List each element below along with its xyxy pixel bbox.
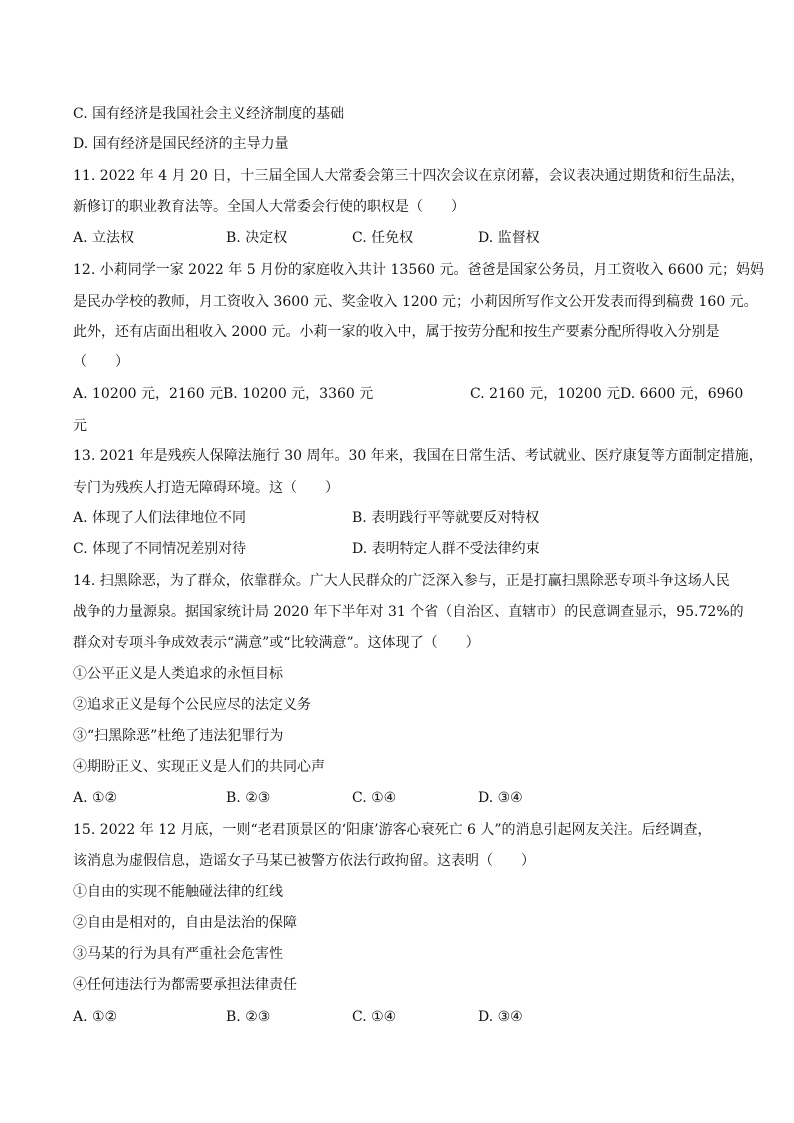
q15-option-d: D. ③④ <box>478 1009 523 1025</box>
q15-statement-2: ②自由是相对的，自由是法治的保障 <box>73 915 297 931</box>
q12-option-a: A. 10200 元，2160 元 <box>73 386 224 402</box>
q14-option-c: C. ①④ <box>352 790 397 806</box>
q12-option-d: D. 6600 元，6960 <box>620 386 744 402</box>
q14-statement-3: ③“扫黑除恶”杜绝了违法犯罪行为 <box>73 728 284 744</box>
q14-stem-line3: 群众对专项斗争成效表示“满意”或“比较满意”。这体现了（ ） <box>73 635 480 651</box>
q12-option-c: C. 2160 元，10200 元 <box>470 386 621 402</box>
q11-option-b: B. 决定权 <box>226 230 288 246</box>
q14-option-b: B. ②③ <box>226 790 271 806</box>
q12-stem-line4: （ ） <box>73 354 129 370</box>
q13-option-a: A. 体现了人们法律地位不同 <box>73 510 247 526</box>
q13-option-c: C. 体现了不同情况差别对待 <box>73 541 247 557</box>
q10-option-d: D. 国有经济是国民经济的主导力量 <box>73 136 289 152</box>
q14-stem-line2: 战争的力量源泉。据国家统计局 2020 年下半年对 31 个省（自治区、直辖市）的民意调查显示，95.72%的 <box>73 604 744 620</box>
q11-option-c: C. 任免权 <box>352 230 414 246</box>
q14-statement-2: ②追求正义是每个公民应尽的法定义务 <box>73 697 311 713</box>
q12-stem-line3: 此外，还有店面出租收入 2000 元。小莉一家的收入中，属于按劳分配和按生产要素分配所得收入分别是 <box>73 324 720 340</box>
q15-option-c: C. ①④ <box>352 1009 397 1025</box>
q13-stem-line2: 专门为残疾人打造无障碍环境。这（ ） <box>73 480 339 496</box>
q13-option-b: B. 表明践行平等就要反对特权 <box>352 510 540 526</box>
q11-option-a: A. 立法权 <box>73 230 135 246</box>
q15-statement-3: ③马某的行为具有严重社会危害性 <box>73 946 283 962</box>
q15-statement-4: ④任何违法行为都需要承担法律责任 <box>73 977 297 993</box>
q15-stem-line2: 该消息为虚假信息，造谣女子马某已被警方依法行政拘留。这表明（ ） <box>73 853 535 869</box>
q12-stem-line2: 是民办学校的教师，月工资收入 3600 元、奖金收入 1200 元；小莉因所写作文公开发表而得到稿费 160 元。 <box>73 294 758 310</box>
q11-stem-line2: 新修订的职业教育法等。全国人大常委会行使的职权是（ ） <box>73 199 465 215</box>
q14-option-d: D. ③④ <box>478 790 523 806</box>
q14-statement-1: ①公平正义是人类追求的永恒目标 <box>73 666 283 682</box>
q11-option-d: D. 监督权 <box>478 230 540 246</box>
q12-stem-line1: 12. 小莉同学一家 2022 年 5 月份的家庭收入共计 13560 元。爸爸是国家公务员，月工资收入 6600 元；妈妈 <box>73 262 765 278</box>
q10-option-c: C. 国有经济是我国社会主义经济制度的基础 <box>73 106 345 122</box>
q15-option-a: A. ①② <box>73 1009 118 1025</box>
q12-option-b: B. 10200 元，3360 元 <box>223 386 374 402</box>
q12-option-d-wrap: 元 <box>73 418 87 434</box>
q14-option-a: A. ①② <box>73 790 118 806</box>
q15-option-b: B. ②③ <box>226 1009 271 1025</box>
q13-stem-line1: 13. 2021 年是残疾人保障法施行 30 周年。30 年来，我国在日常生活、考试就业、医疗康复等方面制定措施， <box>73 448 763 464</box>
q14-statement-4: ④期盼正义、实现正义是人们的共同心声 <box>73 759 325 775</box>
q13-option-d: D. 表明特定人群不受法律约束 <box>352 541 540 557</box>
q15-statement-1: ①自由的实现不能触碰法律的红线 <box>73 884 283 900</box>
q15-stem-line1: 15. 2022 年 12 月底，一则“老君顶景区的‘阳康’游客心衰死亡 6 人”的消息引起网友关注。后经调查， <box>73 822 712 838</box>
q11-stem-line1: 11. 2022 年 4 月 20 日，十三届全国人大常委会第三十四次会议在京闭幕，会议表决通过期货和衍生品法， <box>73 168 745 184</box>
q14-stem-line1: 14. 扫黑除恶，为了群众，依靠群众。广大人民群众的广泛深入参与，正是打赢扫黑除恶专项斗争这场人民 <box>73 573 730 589</box>
